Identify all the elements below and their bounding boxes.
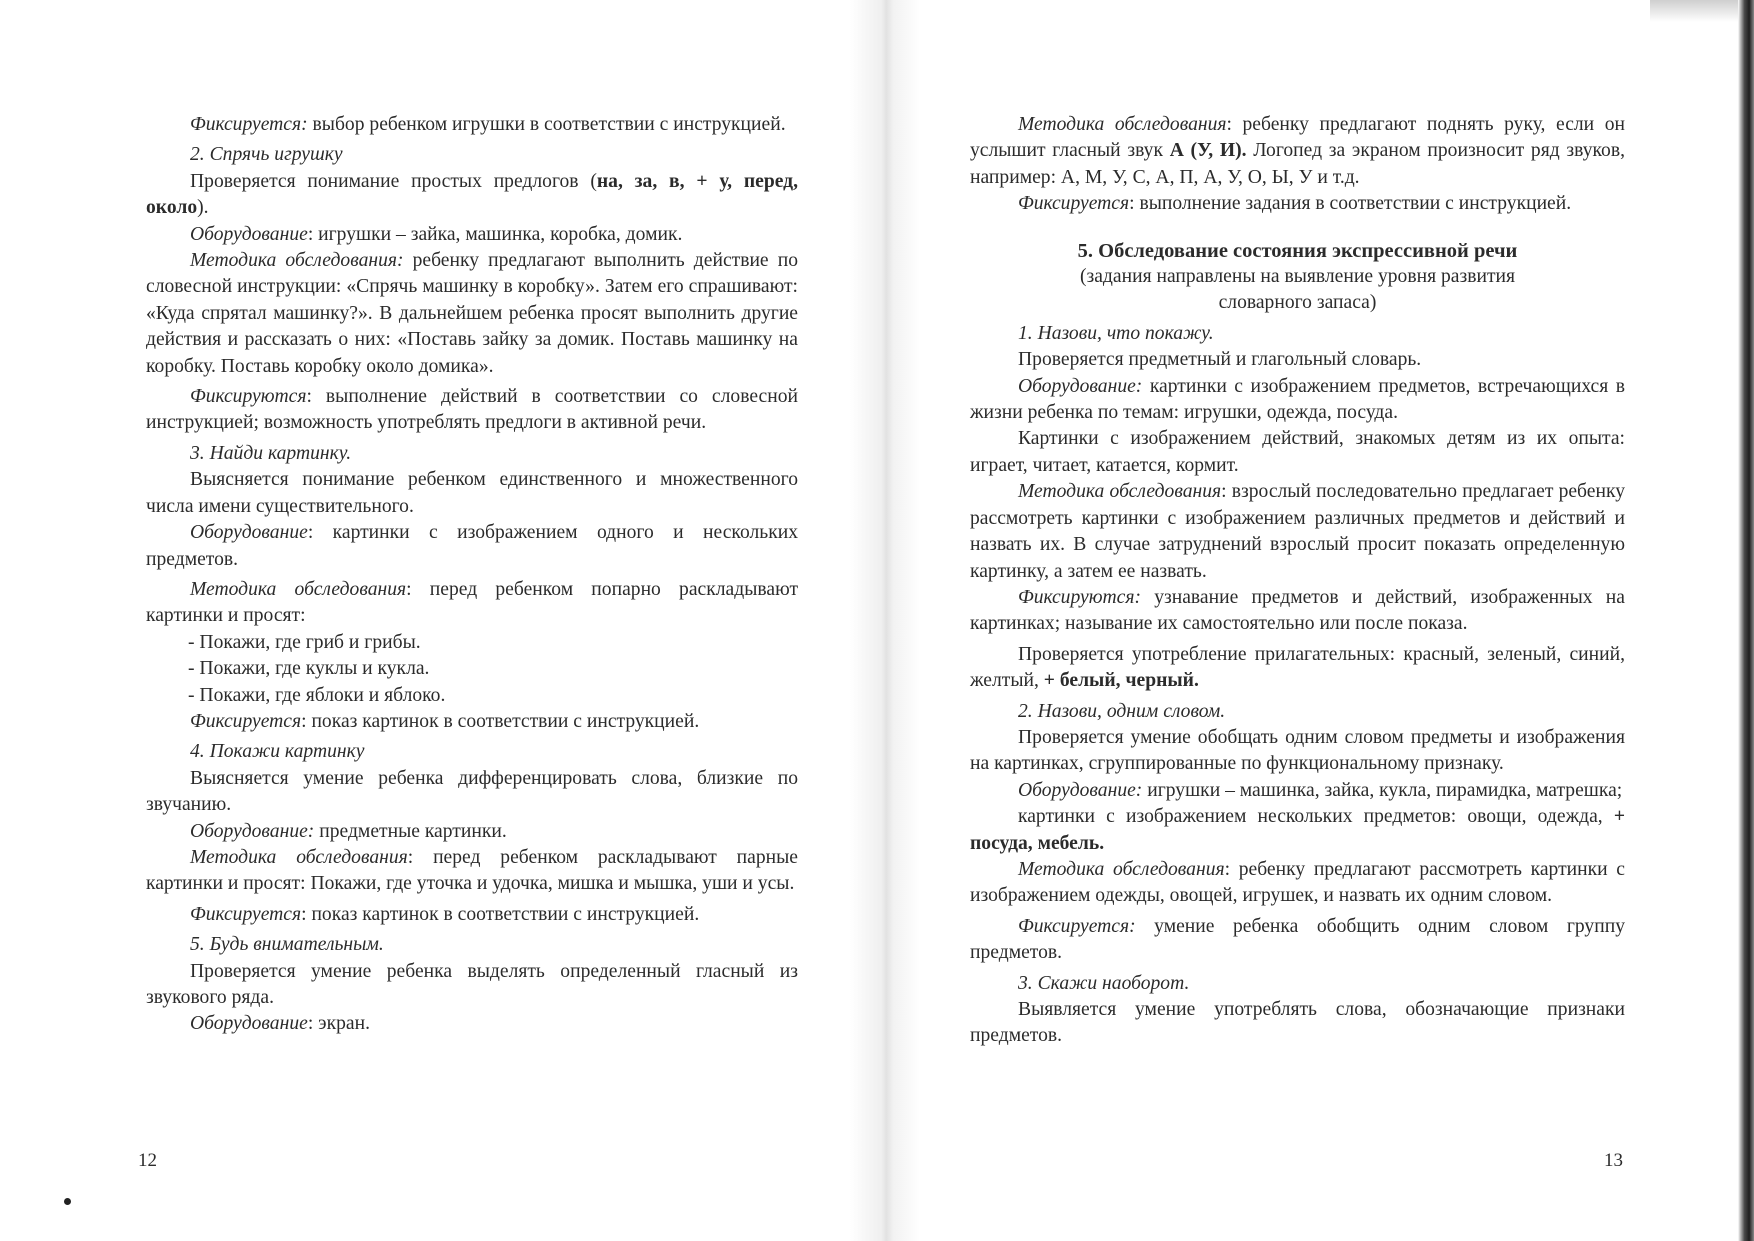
- list-item: - Покажи, где куклы и кукла.: [188, 658, 430, 680]
- bold-text: А (У, И).: [1169, 140, 1247, 162]
- paragraph: Проверяется умение обобщать одним словом предметы и изображения на картинках, сгруппированные по функциональному признаку.: [970, 726, 1625, 775]
- paragraph: [970, 804, 1625, 857]
- right-page: [970, 112, 1625, 1050]
- list-item: - Покажи, где яблоки и яблоко.: [188, 684, 446, 706]
- term-label: Оборудование: [190, 522, 308, 544]
- paragraph-text: выбор ребенком игрушки в соответствии с инструкцией.: [307, 114, 786, 135]
- term-label: Фиксируется:: [1018, 915, 1136, 937]
- bold-text: + белый, черный.: [1043, 670, 1199, 692]
- paragraph-text: Логопед за экраном произносит ряд звуков, например: А, М, У, С, А, П, А, У, О, Ы, У и т.д.: [970, 140, 1625, 188]
- paragraph: [146, 384, 798, 437]
- term-label: Методика обследования: [190, 846, 408, 868]
- paragraph-text: : картинки с изображением одного и нескольких предметов.: [146, 522, 798, 570]
- paragraph: [146, 112, 798, 138]
- paragraph-text: : экран.: [307, 1013, 370, 1035]
- paragraph-text: узнавание предметов и действий, изображенных на картинках; называние их самостоятельно или после показа.: [970, 586, 1625, 635]
- paragraph: Выясняется понимание ребенком единственного и множественного числа имени существительного.: [146, 469, 798, 517]
- paragraph: [146, 169, 798, 222]
- paragraph-text: : перед ребенком попарно раскладывают картинки и просят:: [146, 578, 799, 627]
- task-title: 3. Скажи наоборот.: [1018, 972, 1190, 994]
- term-label: Оборудование:: [1018, 779, 1143, 801]
- term-label: Фиксируются: [190, 386, 307, 408]
- page-number: 12: [138, 1150, 157, 1171]
- paragraph-text: : игрушки – зайка, машинка, коробка, домик.: [307, 223, 683, 245]
- term-label: Методика обследования: [1018, 481, 1222, 503]
- paragraph-text: : выполнение задания в соответствии с инструкцией.: [1129, 193, 1572, 215]
- task-title: 5. Будь внимательным.: [190, 934, 384, 956]
- paragraph: [970, 585, 1625, 638]
- term-label: Фиксируется: [190, 710, 302, 732]
- term-label: Методика обследования: [1018, 858, 1225, 880]
- paragraph-text: : выполнение действий в соответствии со словесной инструкцией; возможность употреблять предлоги в активной речи.: [146, 386, 798, 434]
- paragraph-text: игрушки – машинка, зайка, кукла, пирамидка, матрешка;: [1142, 779, 1623, 801]
- paragraph: [970, 112, 1625, 191]
- section-subtitle: (задания направлены на выявление уровня развития: [1079, 266, 1516, 288]
- paragraph: [146, 709, 798, 735]
- term-label: Фиксируются:: [1018, 586, 1141, 608]
- paragraph: Проверяется умение ребенка выделять определенный гласный из звукового ряда.: [146, 960, 798, 1008]
- paragraph: [970, 914, 1625, 967]
- left-page: [146, 112, 798, 1038]
- scan-edge: [1738, 0, 1754, 1241]
- paragraph: [146, 222, 798, 248]
- paragraph: [970, 191, 1625, 217]
- paragraph-text: : взрослый последовательно предлагает ребенку рассмотреть картинки с изображением различных предметов и действий и назвать их. В случае затруднений взрослый просит показать определенную картинку, а затем ее назвать.: [970, 481, 1625, 582]
- bold-text: на, за, в, + у, перед, около: [146, 170, 798, 219]
- paragraph: [970, 857, 1625, 910]
- term-label: Методика обследования: [190, 578, 407, 600]
- term-label: Фиксируется:: [190, 114, 308, 135]
- paragraph-text: ).: [197, 197, 209, 219]
- task-title: 4. Покажи картинку: [190, 741, 365, 763]
- paragraph-text: : показ картинок в соответствии с инструкцией.: [301, 903, 700, 925]
- term-label: Методика обследования: [1018, 114, 1227, 135]
- paragraph-text: : перед ребенком раскладывают парные картинки и просят: Покажи, где уточка и удочка, мишка и мышка, уши и усы.: [146, 846, 799, 895]
- task-title: 3. Найди картинку.: [190, 442, 352, 464]
- paragraph-text: картинки с изображением нескольких предметов: овощи, одежда,: [1018, 806, 1614, 828]
- book-gutter: [850, 0, 920, 1241]
- paragraph-text: предметные картинки.: [314, 820, 507, 842]
- paragraph-text: : ребенку предлагают поднять руку, если он услышит гласный звук: [970, 114, 1625, 162]
- paragraph: [146, 845, 798, 898]
- task-title: 1. Назови, что покажу.: [1018, 322, 1214, 344]
- paragraph-text: картинки с изображением предметов, встречающихся в жизни ребенка по темам: игрушки, одежда, посуда.: [970, 375, 1625, 424]
- paragraph: [970, 374, 1625, 427]
- paragraph: [146, 1011, 798, 1037]
- paragraph-text: Проверяется употребление прилагательных: красный, зеленый, синий, желтый,: [970, 643, 1625, 692]
- paragraph: [146, 248, 798, 380]
- paragraph: Картинки с изображением действий, знакомых детям из их опыта: играет, читает, катается, кормит.: [970, 428, 1625, 476]
- paragraph-text: : показ картинок в соответствии с инструкцией.: [301, 710, 700, 732]
- paragraph: [146, 520, 798, 573]
- term-label: Оборудование: [190, 1013, 308, 1035]
- paragraph: [970, 778, 1625, 804]
- paragraph: [970, 479, 1625, 585]
- list-item: - Покажи, где гриб и грибы.: [188, 631, 421, 653]
- task-title: 2. Спрячь игрушку: [190, 144, 343, 166]
- paragraph: [970, 642, 1625, 695]
- page-edge-shadow: [1650, 0, 1740, 22]
- paragraph-text: ребенку предлагают выполнить действие по словесной инструкции: «Спрячь машинку в коробку». Затем его спрашивают: «Куда спрятал машинку?». В дальнейшем ребенка просят выполнить другие действия и рассказать о них: «Поставь зайку за домик. Поставь машинку на коробку. Поставь коробку около домика».: [146, 250, 798, 377]
- term-label: Оборудование:: [190, 820, 315, 842]
- section-subtitle: словарного запаса): [1218, 292, 1377, 314]
- paragraph: Выясняется умение ребенка дифференцировать слова, близкие по звучанию.: [146, 767, 798, 816]
- term-label: Фиксируется: [190, 903, 302, 925]
- bold-text: + посуда, мебель.: [970, 806, 1625, 854]
- paragraph: [146, 902, 798, 928]
- term-label: Методика обследования:: [190, 250, 404, 272]
- paragraph: [146, 577, 798, 630]
- paragraph: Проверяется предметный и глагольный словарь.: [1018, 349, 1422, 371]
- paragraph-text: : ребенку предлагают рассмотреть картинки с изображением одежды, овощей, игрушек, и назвать их одним словом.: [970, 858, 1626, 907]
- paragraph-text: умение ребенка обобщить одним словом группу предметов.: [970, 915, 1625, 964]
- page-number: 13: [1604, 1150, 1623, 1171]
- section-heading: 5. Обследование состояния экспрессивной речи: [1077, 239, 1518, 262]
- task-title: 2. Назови, одним словом.: [1018, 700, 1226, 722]
- paragraph: [146, 819, 798, 845]
- term-label: Оборудование:: [1018, 375, 1143, 397]
- term-label: Фиксируется: [1018, 193, 1130, 215]
- term-label: Оборудование: [190, 223, 308, 245]
- paragraph: Выявляется умение употреблять слова, обозначающие признаки предметов.: [970, 999, 1625, 1047]
- paragraph-text: Проверяется понимание простых предлогов (: [190, 170, 597, 192]
- scan-speck: [64, 1198, 71, 1205]
